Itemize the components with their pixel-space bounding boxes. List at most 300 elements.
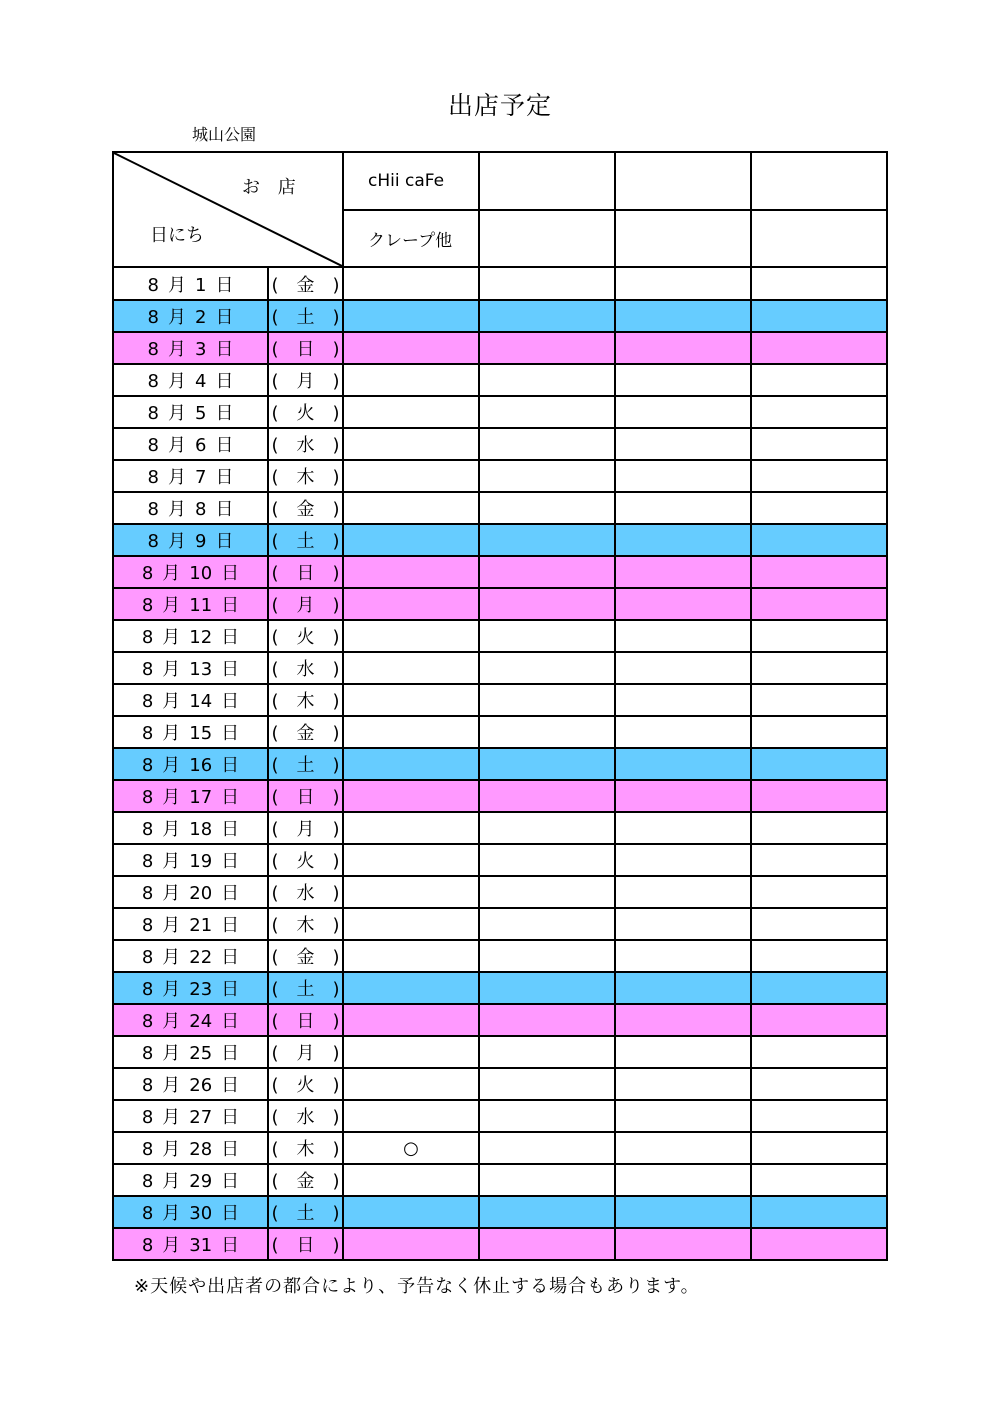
date-cell	[113, 652, 268, 684]
store-4-mark	[751, 332, 887, 364]
date-month-unit: 月	[162, 563, 181, 584]
store-4-mark	[751, 684, 887, 716]
weekday-cell: ( 金 )	[268, 940, 343, 972]
date-month: 8	[141, 659, 154, 680]
weekday-cell: ( 月 )	[268, 1036, 343, 1068]
store-name-3	[615, 152, 751, 210]
store-3-mark	[615, 844, 751, 876]
store-4-mark	[751, 396, 887, 428]
date-month-unit: 月	[162, 1203, 181, 1224]
date-day: 20	[189, 883, 213, 904]
store-3-mark	[615, 620, 751, 652]
date-month-unit: 月	[168, 531, 186, 552]
store-1-mark	[343, 1228, 479, 1260]
date-month: 8	[141, 755, 154, 776]
store-4-mark	[751, 556, 887, 588]
store-4-mark	[751, 524, 887, 556]
date-day-unit: 日	[215, 499, 234, 520]
weekday-cell: ( 土 )	[268, 524, 343, 556]
weekday-cell: ( 水 )	[268, 428, 343, 460]
store-2-mark	[479, 876, 615, 908]
table-row	[113, 844, 887, 876]
store-4-mark	[751, 364, 887, 396]
table-row	[113, 1004, 887, 1036]
date-day-unit: 日	[215, 403, 234, 424]
store-category-2	[479, 210, 615, 268]
date-day-unit: 日	[221, 851, 240, 872]
store-2-mark	[479, 812, 615, 844]
date-day-unit: 日	[215, 531, 234, 552]
store-4-mark	[751, 1100, 887, 1132]
store-4-mark	[751, 652, 887, 684]
date-month-unit: 月	[168, 467, 186, 488]
store-1-mark	[343, 1196, 479, 1228]
date-month: 8	[141, 563, 154, 584]
date-day: 23	[189, 979, 213, 1000]
store-2-mark	[479, 300, 615, 332]
table-row	[113, 300, 887, 332]
date-month-unit: 月	[162, 819, 181, 840]
date-month-unit: 月	[168, 371, 186, 392]
date-day: 24	[189, 1011, 213, 1032]
weekday-cell: ( 火 )	[268, 396, 343, 428]
page-title: 出店予定	[447, 91, 552, 120]
weekday-cell: ( 水 )	[268, 1100, 343, 1132]
date-day-unit: 日	[221, 723, 240, 744]
date-month: 8	[141, 691, 154, 712]
header-row-names	[113, 152, 887, 210]
date-cell	[113, 812, 268, 844]
store-4-mark	[751, 940, 887, 972]
store-3-mark	[615, 748, 751, 780]
footnote: ※天候や出店者の都合により、予告なく休止する場合もあります。	[134, 1276, 700, 1297]
store-4-mark	[751, 972, 887, 1004]
store-2-mark	[479, 716, 615, 748]
date-cell	[113, 780, 268, 812]
store-2-mark	[479, 908, 615, 940]
weekday-cell: ( 木 )	[268, 460, 343, 492]
store-4-mark	[751, 460, 887, 492]
store-2-mark	[479, 972, 615, 1004]
date-day: 10	[189, 563, 213, 584]
store-2-mark	[479, 460, 615, 492]
store-2-mark	[479, 1004, 615, 1036]
table-row	[113, 876, 887, 908]
date-month-unit: 月	[162, 691, 181, 712]
store-3-mark	[615, 332, 751, 364]
store-3-mark	[615, 588, 751, 620]
table-row	[113, 524, 887, 556]
date-day-unit: 日	[221, 915, 240, 936]
table-row	[113, 1196, 887, 1228]
store-3-mark	[615, 524, 751, 556]
store-3-mark	[615, 652, 751, 684]
date-month-unit: 月	[162, 947, 181, 968]
date-month: 8	[141, 1235, 154, 1256]
store-4-mark	[751, 620, 887, 652]
weekday-cell: ( 土 )	[268, 972, 343, 1004]
date-day: 31	[189, 1235, 213, 1256]
shop-header-label: お 店	[242, 177, 302, 198]
date-month-unit: 月	[162, 1139, 181, 1160]
date-day-unit: 日	[221, 1075, 240, 1096]
date-day-unit: 日	[221, 563, 240, 584]
date-day-unit: 日	[221, 1139, 240, 1160]
date-day-unit: 日	[221, 595, 240, 616]
store-2-mark	[479, 588, 615, 620]
date-month: 8	[147, 403, 159, 424]
date-month-unit: 月	[162, 1075, 181, 1096]
date-cell	[113, 460, 268, 492]
date-month: 8	[141, 1171, 154, 1192]
date-month: 8	[147, 339, 159, 360]
date-day: 29	[189, 1171, 213, 1192]
store-1-mark	[343, 1004, 479, 1036]
store-1-mark	[343, 1164, 479, 1196]
date-day: 21	[189, 915, 213, 936]
store-3-mark	[615, 364, 751, 396]
store-3-mark	[615, 780, 751, 812]
store-4-mark	[751, 1132, 887, 1164]
store-1-mark	[343, 876, 479, 908]
table-row	[113, 396, 887, 428]
date-day: 11	[189, 595, 213, 616]
date-day-unit: 日	[221, 979, 240, 1000]
store-1-mark	[343, 1068, 479, 1100]
store-4-mark	[751, 908, 887, 940]
table-row	[113, 460, 887, 492]
store-1-mark	[343, 812, 479, 844]
store-1-mark	[343, 908, 479, 940]
date-day: 9	[195, 531, 207, 552]
date-day-unit: 日	[221, 819, 240, 840]
date-day-unit: 日	[221, 627, 240, 648]
date-day-unit: 日	[221, 659, 240, 680]
date-day: 25	[189, 1043, 213, 1064]
table-row	[113, 780, 887, 812]
weekday-cell: ( 金 )	[268, 1164, 343, 1196]
store-1-mark	[343, 396, 479, 428]
date-month: 8	[141, 851, 154, 872]
store-2-mark	[479, 1036, 615, 1068]
date-day-unit: 日	[221, 1107, 240, 1128]
store-3-mark	[615, 684, 751, 716]
store-1-mark	[343, 267, 479, 300]
date-day: 5	[195, 403, 207, 424]
store-2-mark	[479, 332, 615, 364]
weekday-cell: ( 金 )	[268, 267, 343, 300]
store-4-mark	[751, 492, 887, 524]
date-cell	[113, 332, 268, 364]
date-month: 8	[141, 819, 154, 840]
date-day-unit: 日	[215, 467, 234, 488]
store-2-mark	[479, 620, 615, 652]
store-1-mark	[343, 620, 479, 652]
date-cell	[113, 716, 268, 748]
date-month: 8	[141, 1011, 154, 1032]
date-month: 8	[141, 1043, 154, 1064]
date-day-unit: 日	[221, 947, 240, 968]
date-day: 18	[189, 819, 213, 840]
store-1-mark	[343, 684, 479, 716]
date-day-unit: 日	[221, 691, 240, 712]
date-cell	[113, 588, 268, 620]
store-3-mark	[615, 876, 751, 908]
date-month: 8	[141, 947, 154, 968]
date-month: 8	[141, 979, 154, 1000]
table-row	[113, 1132, 887, 1164]
store-2-mark	[479, 1196, 615, 1228]
store-3-mark	[615, 556, 751, 588]
table-row	[113, 1068, 887, 1100]
date-cell	[113, 364, 268, 396]
date-day: 28	[189, 1139, 213, 1160]
store-name-4	[751, 152, 887, 210]
date-month-unit: 月	[162, 723, 181, 744]
date-day: 15	[189, 723, 213, 744]
schedule-table	[112, 151, 888, 1261]
table-row	[113, 716, 887, 748]
date-month: 8	[147, 435, 159, 456]
date-day: 7	[195, 467, 207, 488]
date-month: 8	[147, 499, 159, 520]
weekday-cell: ( 木 )	[268, 684, 343, 716]
date-month: 8	[147, 531, 159, 552]
table-row	[113, 684, 887, 716]
table-row	[113, 1228, 887, 1260]
date-month: 8	[141, 1075, 154, 1096]
date-day: 30	[189, 1203, 213, 1224]
weekday-cell: ( 土 )	[268, 1196, 343, 1228]
date-month-unit: 月	[162, 1235, 181, 1256]
date-cell	[113, 300, 268, 332]
date-day-unit: 日	[215, 435, 234, 456]
store-4-mark	[751, 1036, 887, 1068]
table-row	[113, 1036, 887, 1068]
weekday-cell: ( 水 )	[268, 652, 343, 684]
store-2-mark	[479, 396, 615, 428]
table-row	[113, 1164, 887, 1196]
date-day-unit: 日	[221, 883, 240, 904]
weekday-cell: ( 金 )	[268, 716, 343, 748]
table-row	[113, 364, 887, 396]
store-4-mark	[751, 1068, 887, 1100]
table-row	[113, 940, 887, 972]
store-3-mark	[615, 1132, 751, 1164]
store-3-mark	[615, 1036, 751, 1068]
date-month: 8	[141, 627, 154, 648]
table-row	[113, 588, 887, 620]
store-2-mark	[479, 428, 615, 460]
date-month-unit: 月	[168, 435, 186, 456]
date-month-unit: 月	[162, 1043, 181, 1064]
date-month-unit: 月	[162, 659, 181, 680]
store-1-mark	[343, 492, 479, 524]
date-cell	[113, 492, 268, 524]
date-month: 8	[147, 467, 159, 488]
store-1-mark	[343, 972, 479, 1004]
date-month: 8	[141, 723, 154, 744]
store-name-1: cHii caFe	[343, 152, 479, 210]
table-row	[113, 267, 887, 300]
weekday-cell: ( 木 )	[268, 1132, 343, 1164]
store-4-mark	[751, 812, 887, 844]
store-1-mark	[343, 524, 479, 556]
date-month-unit: 月	[162, 979, 181, 1000]
store-1-mark	[343, 844, 479, 876]
weekday-cell: ( 日 )	[268, 1228, 343, 1260]
date-day-unit: 日	[215, 371, 234, 392]
store-2-mark	[479, 652, 615, 684]
date-cell	[113, 396, 268, 428]
store-4-mark	[751, 267, 887, 300]
date-cell	[113, 1132, 268, 1164]
date-cell	[113, 1036, 268, 1068]
store-2-mark	[479, 940, 615, 972]
date-day: 16	[189, 755, 213, 776]
date-month: 8	[141, 1107, 154, 1128]
store-2-mark	[479, 364, 615, 396]
date-day-unit: 日	[221, 1171, 240, 1192]
date-cell	[113, 684, 268, 716]
date-cell	[113, 1164, 268, 1196]
weekday-cell: ( 火 )	[268, 1068, 343, 1100]
date-day-unit: 日	[221, 1011, 240, 1032]
date-month-unit: 月	[162, 1107, 181, 1128]
table-row	[113, 492, 887, 524]
date-day-unit: 日	[215, 339, 234, 360]
store-category-3	[615, 210, 751, 268]
weekday-cell: ( 木 )	[268, 908, 343, 940]
date-cell	[113, 972, 268, 1004]
table-row	[113, 556, 887, 588]
date-month-unit: 月	[162, 1171, 181, 1192]
date-month: 8	[141, 787, 154, 808]
store-1-mark	[343, 364, 479, 396]
date-month-unit: 月	[162, 1011, 181, 1032]
date-month-unit: 月	[168, 499, 186, 520]
weekday-cell: ( 水 )	[268, 876, 343, 908]
table-row	[113, 620, 887, 652]
store-4-mark	[751, 1004, 887, 1036]
store-3-mark	[615, 460, 751, 492]
store-2-mark	[479, 492, 615, 524]
table-row	[113, 748, 887, 780]
store-2-mark	[479, 844, 615, 876]
location-label: 城山公園	[192, 125, 257, 144]
store-category-1: クレープ他	[343, 210, 479, 268]
date-day: 19	[189, 851, 213, 872]
store-4-mark	[751, 1196, 887, 1228]
date-day: 13	[189, 659, 213, 680]
date-cell	[113, 1068, 268, 1100]
date-header-label: 日にち	[150, 225, 204, 246]
date-day: 4	[195, 371, 207, 392]
store-2-mark	[479, 267, 615, 300]
store-3-mark	[615, 1228, 751, 1260]
weekday-cell: ( 土 )	[268, 300, 343, 332]
weekday-cell: ( 土 )	[268, 748, 343, 780]
date-day: 27	[189, 1107, 213, 1128]
store-4-mark	[751, 300, 887, 332]
weekday-cell: ( 日 )	[268, 780, 343, 812]
date-month-unit: 月	[168, 403, 186, 424]
date-cell	[113, 908, 268, 940]
store-3-mark	[615, 908, 751, 940]
weekday-cell: ( 火 )	[268, 844, 343, 876]
date-day: 22	[189, 947, 213, 968]
store-4-mark	[751, 588, 887, 620]
date-month-unit: 月	[162, 627, 181, 648]
store-3-mark	[615, 1196, 751, 1228]
store-1-mark	[343, 300, 479, 332]
date-month: 8	[147, 371, 159, 392]
store-1-mark	[343, 588, 479, 620]
store-4-mark	[751, 780, 887, 812]
table-row	[113, 652, 887, 684]
store-category-4	[751, 210, 887, 268]
date-month: 8	[141, 1139, 154, 1160]
table-row	[113, 1100, 887, 1132]
date-day: 26	[189, 1075, 213, 1096]
store-3-mark	[615, 267, 751, 300]
store-4-mark	[751, 716, 887, 748]
store-1-mark	[343, 428, 479, 460]
date-day-unit: 日	[215, 274, 234, 296]
store-3-mark	[615, 396, 751, 428]
store-1-mark	[343, 652, 479, 684]
date-cell	[113, 428, 268, 460]
weekday-cell: ( 火 )	[268, 620, 343, 652]
date-cell	[113, 620, 268, 652]
store-3-mark	[615, 812, 751, 844]
store-1-mark	[343, 1036, 479, 1068]
date-month-unit: 月	[162, 851, 181, 872]
store-3-mark	[615, 300, 751, 332]
store-2-mark	[479, 524, 615, 556]
store-2-mark	[479, 1164, 615, 1196]
date-cell	[113, 748, 268, 780]
date-month-unit: 月	[162, 915, 181, 936]
date-day-unit: 日	[221, 787, 240, 808]
date-month: 8	[141, 1203, 154, 1224]
date-cell	[113, 876, 268, 908]
table-row	[113, 972, 887, 1004]
date-month-unit: 月	[168, 307, 186, 328]
store-1-mark	[343, 556, 479, 588]
store-2-mark	[479, 1132, 615, 1164]
store-3-mark	[615, 1164, 751, 1196]
store-4-mark	[751, 428, 887, 460]
date-day-unit: 日	[221, 1235, 240, 1256]
store-1-mark	[343, 748, 479, 780]
date-cell	[113, 940, 268, 972]
date-month: 8	[141, 883, 154, 904]
date-month-unit: 月	[162, 883, 181, 904]
store-2-mark	[479, 1228, 615, 1260]
date-cell	[113, 1100, 268, 1132]
store-1-mark	[343, 780, 479, 812]
store-3-mark	[615, 940, 751, 972]
store-1-mark	[343, 460, 479, 492]
weekday-cell: ( 日 )	[268, 1004, 343, 1036]
date-day: 8	[195, 499, 207, 520]
date-month-unit: 月	[168, 274, 186, 296]
table-row	[113, 428, 887, 460]
date-month: 8	[147, 307, 159, 328]
store-2-mark	[479, 748, 615, 780]
header-diagonal-cell	[113, 152, 343, 267]
